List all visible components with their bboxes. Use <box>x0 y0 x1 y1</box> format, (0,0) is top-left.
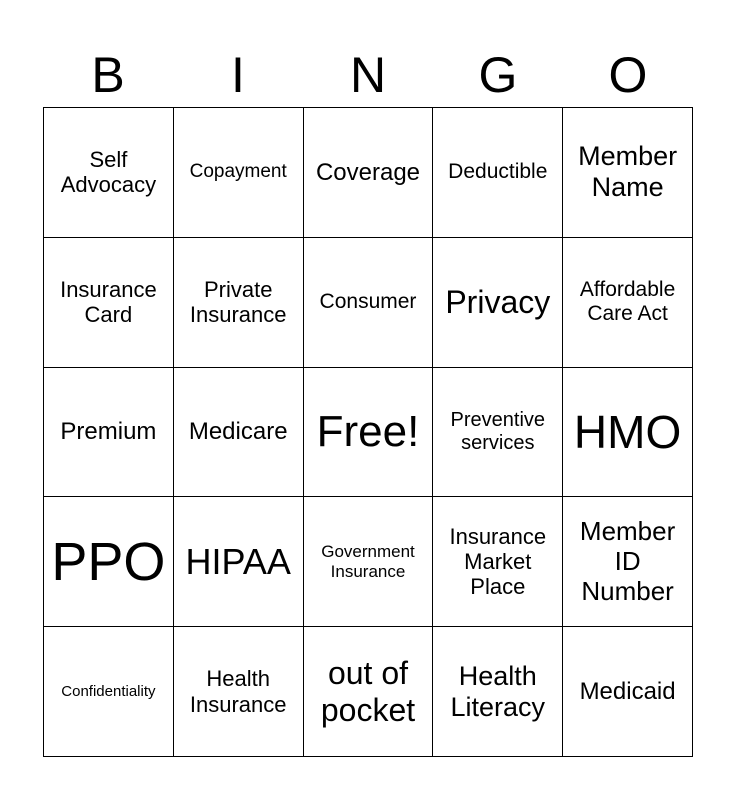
bingo-board <box>43 107 693 757</box>
bingo-cell-label: Health Literacy <box>450 660 546 722</box>
bingo-cell[interactable] <box>433 238 563 368</box>
bingo-cell-label: Health Insurance <box>189 666 287 717</box>
bingo-cell-label: Medicaid <box>579 677 676 705</box>
bingo-cell-label: Member ID Number <box>579 515 676 606</box>
bingo-cell[interactable] <box>433 368 563 498</box>
bingo-cell-label: Deductible <box>448 160 548 184</box>
bingo-cell-label: Privacy <box>445 283 551 320</box>
bingo-cell-label: Premium <box>60 418 157 446</box>
bingo-cell[interactable] <box>563 627 693 757</box>
bingo-cell-label: Self Advocacy <box>60 147 157 198</box>
bingo-cell-label: HMO <box>573 405 682 458</box>
bingo-cell[interactable] <box>563 108 693 238</box>
bingo-cell-label: Insurance Card <box>60 276 157 328</box>
bingo-cell[interactable] <box>44 108 174 238</box>
bingo-cell[interactable] <box>304 238 434 368</box>
header-letter-i: I <box>231 47 245 103</box>
bingo-cell-label: HIPAA <box>185 541 291 583</box>
bingo-cell[interactable] <box>563 368 693 498</box>
bingo-cell[interactable] <box>304 108 434 238</box>
bingo-cell[interactable] <box>174 368 304 498</box>
bingo-cell[interactable] <box>44 497 174 627</box>
bingo-cell[interactable] <box>304 368 434 498</box>
header-letter-g: G <box>478 47 518 103</box>
bingo-cell[interactable] <box>433 108 563 238</box>
bingo-cell[interactable] <box>563 497 693 627</box>
bingo-cell-label: Government Insurance <box>321 542 415 581</box>
bingo-cell-label: Affordable Care Act <box>579 278 676 326</box>
bingo-cell-label: PPO <box>51 531 166 592</box>
bingo-header <box>43 44 693 106</box>
header-letter-o: O <box>608 47 648 103</box>
bingo-cell[interactable] <box>174 627 304 757</box>
header-letter-b: B <box>91 47 125 103</box>
header-letter-n: N <box>349 47 387 103</box>
bingo-cell[interactable] <box>44 627 174 757</box>
bingo-cell[interactable] <box>174 238 304 368</box>
bingo-cell[interactable] <box>174 108 304 238</box>
bingo-cell[interactable] <box>304 627 434 757</box>
bingo-cell-label: Coverage <box>315 158 421 186</box>
bingo-cell-label: Free! <box>316 406 420 456</box>
bingo-cell[interactable] <box>44 238 174 368</box>
bingo-cell-label: out of pocket <box>320 654 416 728</box>
bingo-cell-label: Copayment <box>189 161 287 183</box>
bingo-cell-label: Private Insurance <box>189 276 287 328</box>
bingo-cell[interactable] <box>433 627 563 757</box>
bingo-cell[interactable] <box>174 497 304 627</box>
bingo-cell-label: Preventive services <box>450 408 546 454</box>
bingo-cell[interactable] <box>304 497 434 627</box>
bingo-cell-label: Confidentiality <box>61 682 156 700</box>
bingo-cell-label: Consumer <box>319 290 417 314</box>
bingo-cell-label: Insurance Market Place <box>449 523 547 600</box>
bingo-cell[interactable] <box>563 238 693 368</box>
bingo-cell[interactable] <box>433 497 563 627</box>
bingo-cell-label: Medicare <box>188 418 288 446</box>
bingo-cell[interactable] <box>44 368 174 498</box>
bingo-cell-label: Member Name <box>578 141 678 203</box>
